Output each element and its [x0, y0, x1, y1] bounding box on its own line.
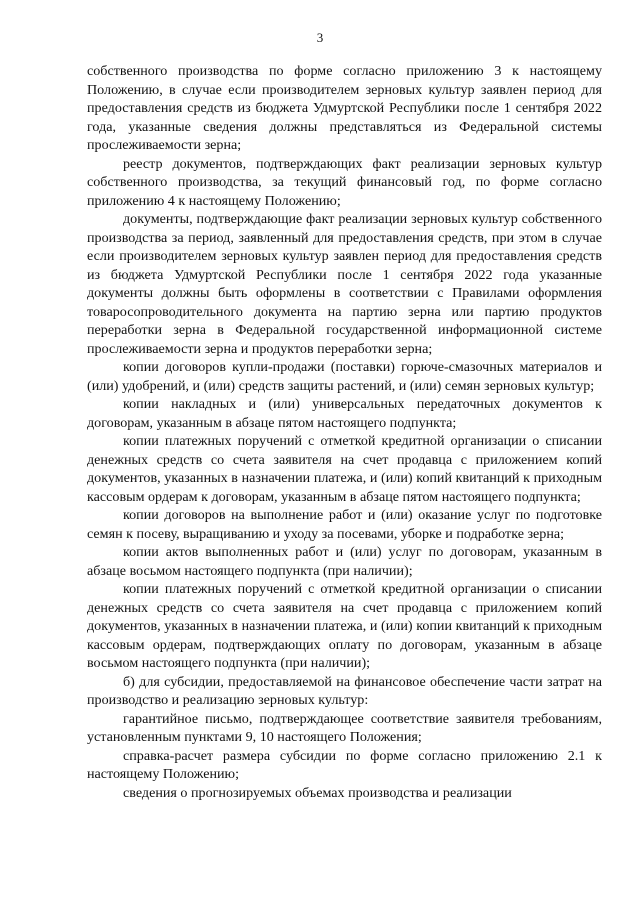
paragraph-registry: реестр документов, подтверждающих факт реализации зерновых культур собственного производства, за текущий финансовый год, по форме согласно приложению 4 к настоящему Положению;	[87, 155, 602, 209]
paragraph-sale-documents: документы, подтверждающие факт реализации зерновых культур собственного производства за период, заявленный для предоставления средств, при этом в случае если производителем зерновых культур заявлен период для предоставления средств из бюджета Удмуртской Республики после 1 сентября 2022 года указанные документы должны быть оформлены в соответствии с Правилами оформления товаросопроводительного документа на партию зерна или партию продуктов переработки зерна в Федеральной государственной информационной системе прослеживаемости зерна и продуктов переработки зерна;	[87, 211, 602, 357]
paragraph-continuation: собственного производства по форме согласно приложению 3 к настоящему Положению, в случае если производителем зерновых культур заявлен период для предоставления средств из бюджета Удмуртской Республики после 1 сентября 2022 года, указанные сведения должны представляться из Федеральной системы прослеживаемости зерна;	[87, 63, 602, 153]
paragraph-guarantee-letter: гарантийное письмо, подтверждающее соответствие заявителя требованиям, установленным пунктами 9, 10 настоящего Положения;	[87, 710, 602, 745]
document-text	[87, 62, 602, 802]
paragraph-subsidy-b: б) для субсидии, предоставляемой на финансовое обеспечение части затрат на производство и реализацию зерновых культур:	[87, 673, 602, 708]
paragraph-calculation: справка-расчет размера субсидии по форме согласно приложению 2.1 к настоящему Положению;	[87, 747, 602, 782]
paragraph-service-payments: копии платежных поручений с отметкой кредитной организации о списании денежных средств со счета заявителя на счет продавца с приложением копий документов, указанных в назначении платежа, и (или) копии квитанций к приходным кассовым ордерам, подтверждающих оплату по договорам, указанным в абзаце восьмом настоящего подпункта (при наличии);	[87, 581, 602, 671]
paragraph-forecast: сведения о прогнозируемых объемах производства и реализации	[123, 784, 512, 801]
paragraph-payment-orders: копии платежных поручений с отметкой кредитной организации о списании денежных средств со счета заявителя на счет продавца с приложением копий документов, указанных в назначении платежа, и (или) копий квитанций к приходным кассовым ордерам к договорам, указанным в абзаце пятом настоящего подпункта;	[87, 433, 602, 505]
paragraph-invoices: копии накладных и (или) универсальных передаточных документов к договорам, указанным в абзаце пятом настоящего подпункта;	[87, 396, 602, 431]
page-number: 3	[316, 30, 324, 45]
paragraph-work-acts: копии актов выполненных работ и (или) услуг по договорам, указанным в абзаце восьмом настоящего подпункта (при наличии);	[87, 544, 602, 579]
paragraph-service-contracts: копии договоров на выполнение работ и (или) оказание услуг по подготовке семян к посеву, выращиванию и уходу за посевами, уборке и подработке зерна;	[87, 507, 602, 542]
paragraph-purchase-contracts: копии договоров купли-продажи (поставки) горюче-смазочных материалов и (или) удобрений, и (или) средств защиты растений, и (или) семян зерновых культур;	[87, 359, 602, 394]
